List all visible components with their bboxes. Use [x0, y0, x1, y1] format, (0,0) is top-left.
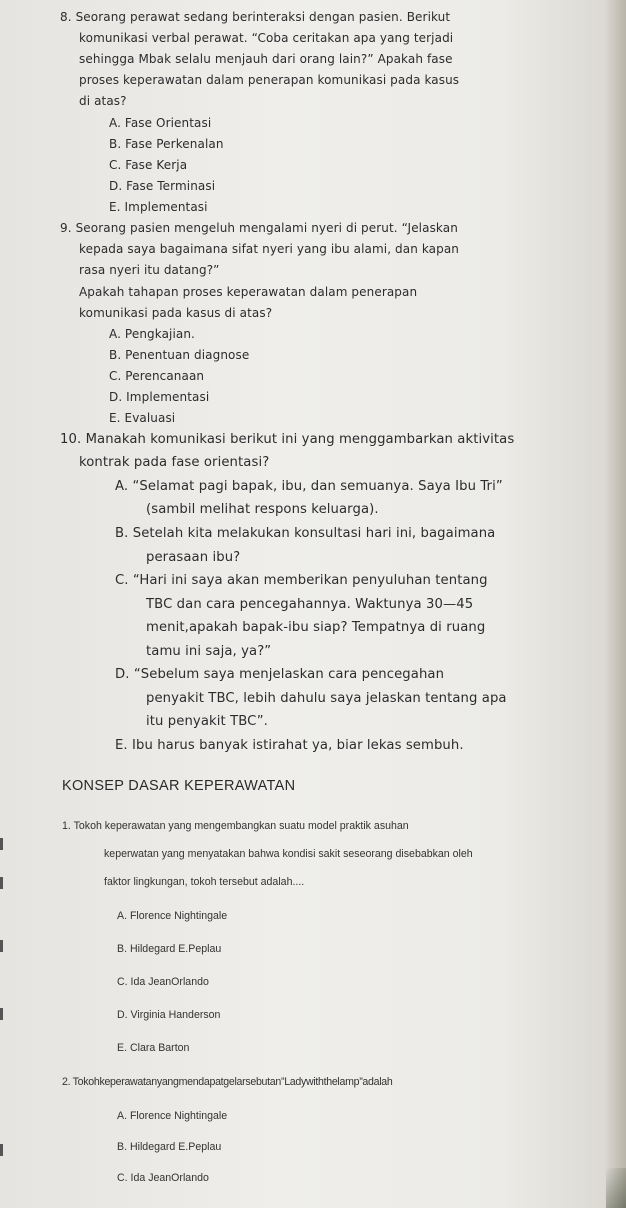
- q8-stem-line: proses keperawatan dalam penerapan komunikasi pada kasus: [79, 73, 460, 87]
- q10-option-continuation: menit,apakah bapak-ibu siap? Tempatnya di ruang: [146, 620, 486, 635]
- margin-mark: [0, 838, 3, 850]
- q10-stem-line: 10. Manakah komunikasi berikut ini yang menggambarkan aktivitas: [60, 432, 515, 447]
- s1-option: C. Ida JeanOrlando: [117, 976, 209, 988]
- s1-stem-line: 1. Tokoh keperawatan yang mengembangkan suatu model praktik asuhan: [62, 820, 409, 832]
- q10-option-continuation: TBC dan cara pencegahannya. Waktunya 30—45: [146, 597, 474, 612]
- s1-stem-line: keperwatan yang menyatakan bahwa kondisi sakit seseorang disebabkan oleh: [104, 848, 473, 860]
- q8-stem-line: 8. Seorang perawat sedang berinteraksi dengan pasien. Berikut: [60, 10, 451, 24]
- q9-stem-line: Apakah tahapan proses keperawatan dalam penerapan: [79, 285, 418, 299]
- q8-option: C. Fase Kerja: [109, 158, 188, 172]
- q9-option: E. Evaluasi: [109, 411, 176, 425]
- q10-option-continuation: tamu ini saja, ya?”: [146, 644, 272, 659]
- s2-option: B. Hildegard E.Peplau: [117, 1141, 222, 1153]
- s1-option: D. Virginia Handerson: [117, 1009, 221, 1021]
- q10-option-continuation: perasaan ibu?: [146, 550, 241, 565]
- margin-mark: [0, 940, 3, 952]
- q8-option: A. Fase Orientasi: [109, 116, 212, 130]
- q8-stem-line: komunikasi verbal perawat. “Coba ceritakan apa yang terjadi: [79, 31, 454, 45]
- q8-option: B. Fase Perkenalan: [109, 137, 224, 151]
- page-edge-shadow: [604, 0, 626, 1208]
- q9-stem-line: 9. Seorang pasien mengeluh mengalami nyeri di perut. “Jelaskan: [60, 221, 458, 235]
- q10-option: A. “Selamat pagi bapak, ibu, dan semuanya. Saya Ibu Tri”: [115, 479, 503, 494]
- s2-stem: 2. Tokohkeperawatanyangmendapatgelarsebutan”Ladywiththelamp”adalah: [62, 1076, 393, 1088]
- s1-option: E. Clara Barton: [117, 1042, 190, 1054]
- margin-mark: [0, 1008, 3, 1020]
- q10-option: C. “Hari ini saya akan memberikan penyuluhan tentang: [115, 573, 488, 588]
- q9-stem-line: rasa nyeri itu datang?”: [79, 263, 220, 277]
- s1-option: A. Florence Nightingale: [117, 910, 228, 922]
- q8-option: E. Implementasi: [109, 200, 208, 214]
- q9-stem-line: komunikasi pada kasus di atas?: [79, 306, 273, 320]
- q9-option: D. Implementasi: [109, 390, 210, 404]
- q10-option-continuation: (sambil melihat respons keluarga).: [146, 502, 379, 517]
- s1-stem-line: faktor lingkungan, tokoh tersebut adalah....: [104, 876, 305, 888]
- q10-option-continuation: penyakit TBC, lebih dahulu saya jelaskan tentang apa: [146, 691, 507, 706]
- q8-stem-line: sehingga Mbak selalu menjauh dari orang lain?” Apakah fase: [79, 52, 453, 66]
- q10-option: D. “Sebelum saya menjelaskan cara pencegahan: [115, 667, 445, 682]
- q10-option: B. Setelah kita melakukan konsultasi hari ini, bagaimana: [115, 526, 496, 541]
- q8-option: D. Fase Terminasi: [109, 179, 216, 193]
- q9-option: A. Pengkajian.: [109, 327, 195, 341]
- margin-mark: [0, 1144, 3, 1156]
- q9-option: B. Penentuan diagnose: [109, 348, 250, 362]
- page-corner: [606, 1168, 626, 1208]
- q10-option-continuation: itu penyakit TBC”.: [146, 714, 268, 729]
- q8-stem-line: di atas?: [79, 94, 127, 108]
- q10-stem-line: kontrak pada fase orientasi?: [79, 455, 270, 470]
- margin-mark: [0, 877, 3, 889]
- s1-option: B. Hildegard E.Peplau: [117, 943, 222, 955]
- section-title: KONSEP DASAR KEPERAWATAN: [62, 778, 296, 794]
- q9-stem-line: kepada saya bagaimana sifat nyeri yang ibu alami, dan kapan: [79, 242, 459, 256]
- s2-option: C. Ida JeanOrlando: [117, 1172, 209, 1184]
- q10-option: E. Ibu harus banyak istirahat ya, biar lekas sembuh.: [115, 738, 464, 753]
- q9-option: C. Perencanaan: [109, 369, 205, 383]
- s2-option: A. Florence Nightingale: [117, 1110, 228, 1122]
